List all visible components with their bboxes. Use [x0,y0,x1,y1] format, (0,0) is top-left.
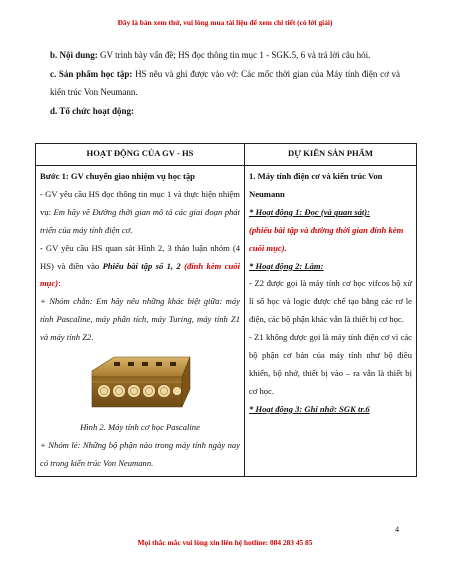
section-c-label: c. Sản phẩm học tập: [50,68,133,79]
activity-1-attachment-note: (phiếu bài tập và đường thời gian đính kèm cuối mục). [249,224,404,253]
table-row [36,166,417,477]
task-paragraph-2 [40,240,240,294]
header-banner: Đây là bản xem thử, vui lòng mua tài liệu để xem chi tiết (có lời giải) [117,18,333,27]
activity-2-heading: * Hoạt động 2: Làm: [249,260,324,271]
task-2-prefix: - [40,242,46,253]
footer-banner: Mọi thắc mắc vui lòng xin liên hệ hotline: 084 283 45 85 [137,538,313,547]
step1-title: Bước 1: GV chuyển giao nhiệm vụ học tập [40,171,195,181]
product-title: 1. Máy tính điện cơ và kiến trúc Von Neumann [249,171,383,199]
attached-note: (đính kèm cuối mục) [40,260,240,289]
task-paragraph-1 [40,186,240,240]
task-1-text: - GV yêu cầu HS đọc thông tin mục 1 và thực hiện nhiệm vụ: [40,188,240,217]
task-2-end: : [58,278,61,289]
right-cell [245,166,417,477]
section-d [50,102,400,121]
even-group-task: + Nhóm chẵn: Em hãy nêu những khác biệt giữa: máy tính Pascaline, máy phân tích, máy Turing, máy tính Z1 và máy tính Z2. [40,296,240,343]
section-b [50,46,400,65]
section-d-label: d. Tổ chức hoạt động: [50,105,135,116]
left-cell [36,166,245,477]
header-expected-product: DỰ KIẾN SẢN PHẨM [245,144,417,166]
pascaline-calculator-image [84,349,196,417]
header-teacher-student-activity: HOẠT ĐỘNG CỦA GV - HS [36,144,245,166]
section-b-text: GV trình bày vấn đề; HS đọc thông tin mục 1 - SGK.5, 6 và trả lời câu hỏi. [97,50,371,60]
activity-2-z2: - Z2 được gọi là máy tính cơ học vifcos bộ xử lí số học và logic được chế tạo bằng các rơ le điện, các bộ phận khác vẫn là thiết bị cơ học. [249,278,412,325]
activity-2-z1: - Z1 không được gọi là máy tính điện cơ vì các bộ phận cơ bản của máy tính như bộ điều khiển, bộ nhớ, thiết bị vào – ra vẫn là thiết bị cơ học. [249,332,412,396]
section-c-text: HS nêu và ghi được vào vở: Các mốc thời gian của Máy tính điện cơ và kiến trúc Von Neumann. [50,68,400,97]
activity-table [35,143,417,477]
page-number: 4 [395,525,400,534]
task-2-text: GV yêu cầu HS quan sát Hình 2, 3 thảo luận nhóm (4 HS) và điền vào [40,242,240,271]
task-1-italic: Em hãy vẽ Đường thời gian mô tả các giai đoạn phát triển của máy tính điện cơ. [40,206,240,235]
activity-3-heading: * Hoạt động 3: Ghi nhớ: SGK tr.6 [249,403,370,414]
odd-group-task: + Nhóm lẻ: Những bộ phận nào trong máy tính ngày nay có trong kiến trúc Von Neumann. [40,439,240,468]
section-intro [50,46,400,120]
table-header-row [36,144,417,166]
section-b-label: b. Nội dung: [50,50,98,60]
worksheet-ref: Phiếu bài tập số 1, 2 [102,260,181,271]
section-c [50,65,400,102]
activity-1-heading: * Hoạt động 1: Đọc (và quan sát): [249,206,371,217]
figure-caption: Hình 2. Máy tính cơ học Pascaline [80,422,200,433]
